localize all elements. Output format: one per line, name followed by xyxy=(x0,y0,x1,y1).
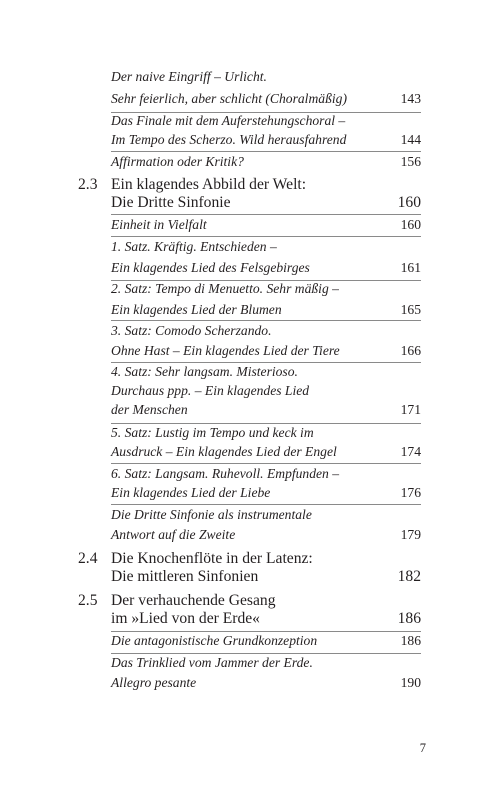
toc-entry-line: im »Lied von der Erde« xyxy=(111,610,260,627)
toc-entry-line: Ausdruck – Ein klagendes Lied der Engel xyxy=(111,444,337,459)
toc-page-number: 179 xyxy=(400,527,421,542)
toc-entry-line: 6. Satz: Langsam. Ruhevoll. Empfunden – xyxy=(111,466,340,481)
toc-entry-line: Sehr feierlich, aber schlicht (Choralmäßig) xyxy=(111,91,347,106)
toc-entry-line: Ohne Hast – Ein klagendes Lied der Tiere xyxy=(111,343,340,358)
toc-page-number: 144 xyxy=(400,132,421,147)
toc-page-number: 160 xyxy=(397,194,421,211)
section-number: 2.3 xyxy=(78,176,98,193)
toc-entry-line: 1. Satz. Kräftig. Entschieden – xyxy=(111,239,277,254)
toc-entry-line: Affirmation oder Kritik? xyxy=(111,154,244,169)
entry-divider xyxy=(111,653,421,654)
toc-entry-line: 2. Satz: Tempo di Menuetto. Sehr mäßig – xyxy=(111,281,339,296)
toc-entry-line: der Menschen xyxy=(111,402,188,417)
entry-divider xyxy=(111,631,421,632)
toc-entry-line: Das Finale mit dem Auferstehungschoral – xyxy=(111,113,346,128)
toc-page-number: 190 xyxy=(400,675,421,690)
toc-entry-line: 4. Satz: Sehr langsam. Misterioso. xyxy=(111,364,298,379)
toc-entry-line: Der verhauchende Gesang xyxy=(111,592,276,609)
entry-divider xyxy=(111,214,421,215)
toc-page-number: 156 xyxy=(400,154,421,169)
toc-entry-line: Ein klagendes Lied des Felsgebirges xyxy=(111,260,310,275)
entry-divider xyxy=(111,463,421,464)
entry-divider xyxy=(111,362,421,363)
toc-entry-line: Die antagonistische Grundkonzeption xyxy=(111,633,318,648)
toc-page-number: 186 xyxy=(397,610,421,627)
toc-entry-line: Durchaus ppp. – Ein klagendes Lied xyxy=(111,383,310,398)
entry-divider xyxy=(111,504,421,505)
toc-entry-line: Ein klagendes Abbild der Welt: xyxy=(111,176,307,193)
toc-entry-line: Ein klagendes Lied der Liebe xyxy=(111,485,271,500)
entry-divider xyxy=(111,423,421,424)
entry-divider xyxy=(111,151,421,152)
toc-entry-line: Die Dritte Sinfonie xyxy=(111,194,231,211)
toc-page-number: 165 xyxy=(400,302,421,317)
entry-divider xyxy=(111,236,421,237)
toc-entry-line: Allegro pesante xyxy=(111,675,197,690)
toc-entry-line: Der naive Eingriff – Urlicht. xyxy=(111,69,267,84)
toc-page-number: 143 xyxy=(400,91,421,106)
toc-entry-line: Die Dritte Sinfonie als instrumentale xyxy=(111,507,312,522)
toc-page-number: 186 xyxy=(400,633,421,648)
entry-divider xyxy=(111,320,421,321)
toc-entry-line: Ein klagendes Lied der Blumen xyxy=(111,302,282,317)
toc-entry-line: Antwort auf die Zweite xyxy=(111,527,236,542)
toc-entry-line: 5. Satz: Lustig im Tempo und keck im xyxy=(111,425,314,440)
toc-page-number: 161 xyxy=(400,260,421,275)
toc-page-number: 171 xyxy=(400,402,421,417)
page-folio: 7 xyxy=(419,741,426,755)
toc-entry-line: Einheit in Vielfalt xyxy=(111,217,207,232)
toc-page-number: 160 xyxy=(400,217,421,232)
toc-page-number: 166 xyxy=(400,343,421,358)
toc-entry-line: Im Tempo des Scherzo. Wild herausfahrend xyxy=(111,132,347,147)
toc-page-number: 176 xyxy=(400,485,421,500)
toc-entry-line: Die mittleren Sinfonien xyxy=(111,568,259,585)
toc-entry-line: Die Knochenflöte in der Latenz: xyxy=(111,550,313,567)
toc-entry-line: Das Trinklied vom Jammer der Erde. xyxy=(111,655,313,670)
toc-page-number: 174 xyxy=(400,444,421,459)
toc-entry-line: 3. Satz: Comodo Scherzando. xyxy=(111,323,272,338)
toc-page-number: 182 xyxy=(397,568,421,585)
section-number: 2.5 xyxy=(78,592,98,609)
section-number: 2.4 xyxy=(78,550,98,567)
